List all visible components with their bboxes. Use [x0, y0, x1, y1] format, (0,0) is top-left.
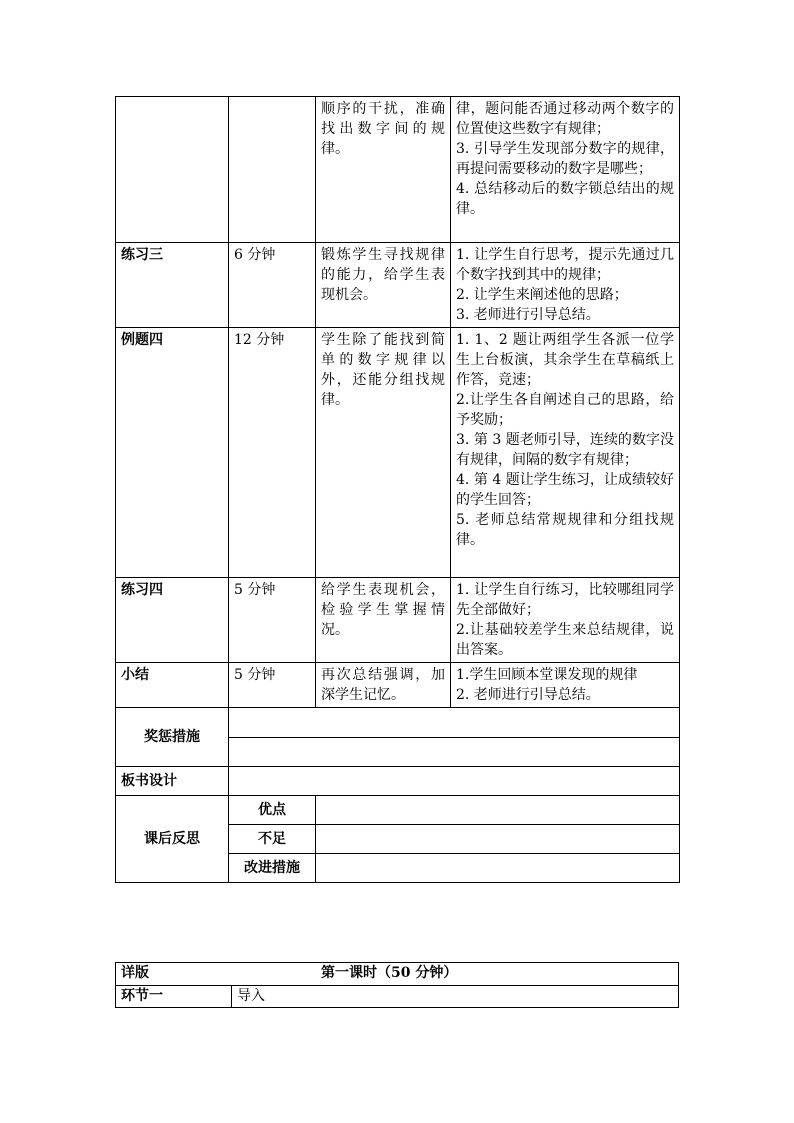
table-row: [116, 578, 680, 663]
process-line: 2. 老师进行引导总结。: [456, 687, 600, 703]
process-line: 4. 总结移动后的数字锁总结出的规律。: [456, 181, 674, 217]
process-cell: [451, 578, 680, 663]
table-row: [116, 708, 680, 738]
detail-table: [115, 962, 679, 1008]
reflection-item: 改进措施: [229, 854, 316, 883]
lesson-title: 第一课时（50 分钟）: [321, 965, 458, 981]
reflection-value: [316, 825, 680, 854]
process-line: 5. 老师总结常规规律和分组找规律。: [456, 512, 674, 548]
rewards-cell-1: [229, 708, 680, 738]
reflection-label: 课后反思: [116, 796, 229, 883]
stage-cell: 小结: [116, 663, 229, 708]
process-line: 3. 引导学生发现部分数字的规律，再提问需要移动的数字是哪些；: [456, 141, 674, 177]
detail-header: [116, 963, 679, 986]
reflection-item: 优点: [229, 796, 316, 825]
stage-cell: 练习四: [116, 578, 229, 663]
process-cell: [451, 663, 680, 708]
process-line: 1. 1、2 题让两组学生各派一位学生上台板演，其余学生在草稿纸上作答，竞速；: [456, 332, 674, 388]
reflection-item: 不足: [229, 825, 316, 854]
goal-cell: 锻炼学生寻找规律的能力，给学生表现机会。: [316, 243, 451, 328]
table-row: [116, 328, 680, 578]
section-label: 环节一: [116, 986, 232, 1008]
section-value: 导入: [232, 986, 679, 1008]
rewards-cell-2: [229, 738, 680, 767]
time-cell: 6 分钟: [229, 243, 316, 328]
process-line: 律，题问能否通过移动两个数字的位置使这些数字有规律；: [456, 101, 674, 137]
version-label: 详版: [121, 965, 149, 981]
process-cell: [451, 243, 680, 328]
process-line: 2.让学生各自阐述自己的思路，给予奖励；: [456, 392, 674, 428]
table-row: [116, 767, 680, 796]
reflection-value: [316, 796, 680, 825]
rewards-label: 奖惩措施: [116, 708, 229, 767]
time-cell: 5 分钟: [229, 578, 316, 663]
stage-cell: [116, 97, 229, 243]
stage-cell: 例题四: [116, 328, 229, 578]
table-row: [116, 663, 680, 708]
reflection-value: [316, 854, 680, 883]
board-label: 板书设计: [116, 767, 229, 796]
process-line: 1.学生回顾本堂课发现的规律: [456, 667, 638, 683]
stage-cell: 练习三: [116, 243, 229, 328]
board-cell: [229, 767, 680, 796]
time-cell: 5 分钟: [229, 663, 316, 708]
process-cell: [451, 97, 680, 243]
process-line: 3. 老师进行引导总结。: [456, 307, 600, 323]
goal-cell: 给学生表现机会，检验学生掌握情况。: [316, 578, 451, 663]
table-row: [116, 97, 680, 243]
process-cell: [451, 328, 680, 578]
time-cell: 12 分钟: [229, 328, 316, 578]
goal-cell: 再次总结强调，加深学生记忆。: [316, 663, 451, 708]
table-row: [116, 796, 680, 825]
process-line: 1. 让学生自行练习，比较哪组同学先全部做好；: [456, 582, 674, 618]
goal-cell: 学生除了能找到简单的数字规律以外，还能分组找规律。: [316, 328, 451, 578]
table-row: [116, 963, 679, 986]
process-line: 3. 第 3 题老师引导，连续的数字没有规律，间隔的数字有规律；: [456, 432, 674, 468]
process-line: 2.让基础较差学生来总结规律，说出答案。: [456, 622, 674, 658]
process-line: 1. 让学生自行思考，提示先通过几个数字找到其中的规律；: [456, 247, 674, 283]
table-row: [116, 986, 679, 1008]
table-row: [116, 243, 680, 328]
process-line: 2. 让学生来阐述他的思路；: [456, 287, 628, 303]
goal-cell: 顺序的干扰，准确找出数字间的规律。: [316, 97, 451, 243]
lesson-plan-table: [115, 96, 680, 883]
process-line: 4. 第 4 题让学生练习，让成绩较好的学生回答；: [456, 472, 674, 508]
time-cell: [229, 97, 316, 243]
